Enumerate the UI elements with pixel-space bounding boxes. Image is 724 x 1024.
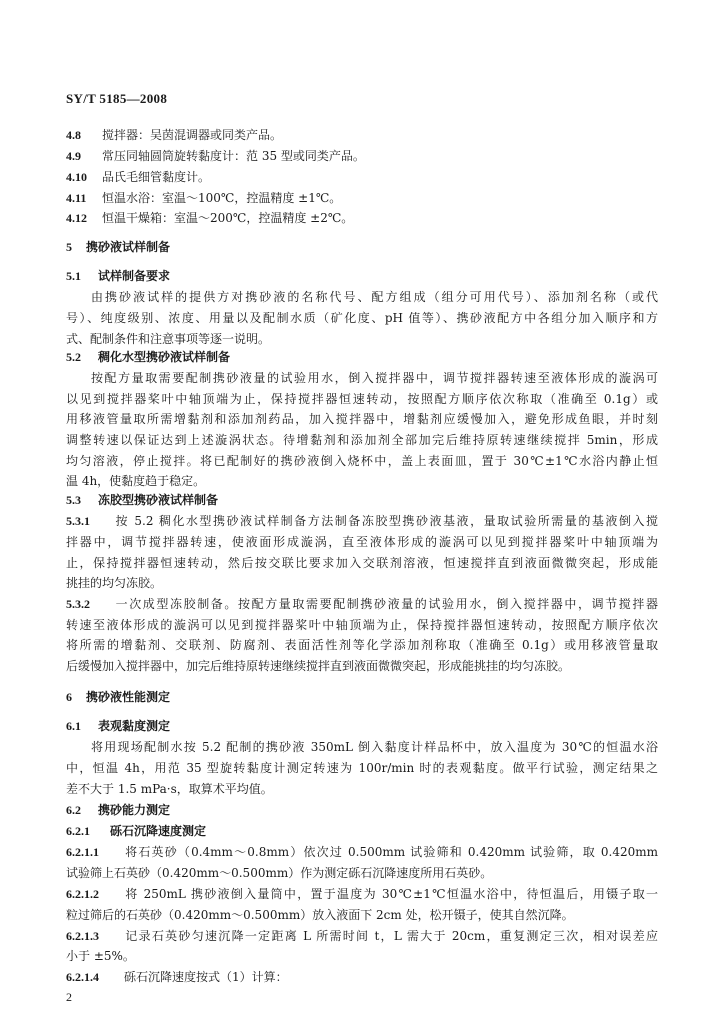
clause-text: 恒温水浴：室温～100℃，控温精度 ±1℃。 bbox=[102, 191, 342, 205]
clause-number: 6.2.1 bbox=[66, 824, 90, 838]
paragraph-line: 粒过筛后的石英砂（0.420mm～0.500mm）放入液面下 2cm 处，松开镊子，使其自然沉降。 bbox=[66, 908, 574, 922]
clause-5-1-heading bbox=[66, 269, 658, 283]
clause-number: 5.3.1 bbox=[66, 514, 90, 528]
paragraph-line: 温 4h，使黏度趋于稳定。 bbox=[66, 474, 206, 488]
paragraph-line: 差不大于 1.5 mPa·s，取算术平均值。 bbox=[66, 782, 273, 796]
section-title: 携砂液性能测定 bbox=[86, 690, 171, 704]
clause-6-2-1-3-line bbox=[66, 929, 658, 943]
paragraph-line: 转速至液体形成的漩涡可以见到搅拌器桨叶中轴顶端为止，保持搅拌器恒速转动，按照配方顺序依次 bbox=[66, 618, 658, 632]
paragraph-line: 式、配制条件和注意事项等逐一说明。 bbox=[66, 332, 271, 346]
clause-number: 6.2.1.1 bbox=[66, 845, 99, 859]
clause-text: 品氏毛细管黏度计。 bbox=[102, 170, 211, 184]
clause-number: 6.2 bbox=[66, 803, 81, 817]
clause-6-1-heading bbox=[66, 719, 658, 733]
clause-text: 搅拌器：吴茵混调器或同类产品。 bbox=[102, 128, 283, 142]
clause-title: 携砂能力测定 bbox=[98, 803, 171, 817]
paragraph-line: 将所需的增黏剂、交联剂、防腐剂、表面活性剂等化学添加剂称取（准确至 0.1g）或用移液管量取 bbox=[66, 638, 658, 652]
paragraph-text: 一次成型冻胶制备。按配方量取需要配制携砂液量的试验用水，倒入搅拌器中，调节搅拌器 bbox=[114, 597, 658, 611]
clause-number: 6.2.1.2 bbox=[66, 887, 99, 901]
clause-4-8 bbox=[66, 128, 658, 142]
clause-number: 6.2.1.4 bbox=[66, 970, 99, 984]
paragraph-text: 将 250mL 携砂液倒入量筒中，置于温度为 30℃±1℃恒温水浴中，待恒温后，用镊子取一 bbox=[124, 887, 658, 901]
clause-number: 6.2.1.3 bbox=[66, 929, 99, 943]
paragraph-line: 按配方量取需要配制携砂液量的试验用水，倒入搅拌器中，调节搅拌器转速至液体形成的漩涡可 bbox=[91, 371, 658, 385]
paragraph-line: 后缓慢加入搅拌器中，加完后维持原转速继续搅拌直到液面微微突起，形成能挑挂的均匀冻胶。 bbox=[66, 659, 571, 673]
clause-number: 4.11 bbox=[66, 191, 87, 205]
clause-number: 6.1 bbox=[66, 719, 81, 733]
paragraph-text: 砾石沉降速度按式（1）计算： bbox=[124, 970, 288, 984]
page-number: 2 bbox=[66, 990, 72, 1004]
clause-title: 冻胶型携砂液试样制备 bbox=[98, 493, 219, 507]
clause-6-2-1-1-line bbox=[66, 845, 658, 859]
clause-text: 恒温干燥箱：室温～200℃，控温精度 ±2℃。 bbox=[102, 211, 354, 225]
clause-5-3-1-line bbox=[66, 514, 658, 528]
section-number: 5 bbox=[66, 240, 72, 254]
clause-title: 试样制备要求 bbox=[98, 269, 171, 283]
clause-number: 4.10 bbox=[66, 170, 87, 184]
clause-number: 5.3 bbox=[66, 493, 81, 507]
clause-title: 砾石沉降速度测定 bbox=[110, 824, 207, 838]
section-6-heading bbox=[66, 690, 658, 704]
clause-6-2-heading bbox=[66, 803, 658, 817]
clause-number: 5.2 bbox=[66, 350, 81, 364]
clause-number: 4.8 bbox=[66, 128, 81, 142]
clause-5-3-2-line bbox=[66, 597, 658, 611]
paragraph-line: 拌器中，调节搅拌器转速，使液面形成漩涡，直至液体形成的漩涡可以见到搅拌器桨叶中轴顶端为 bbox=[66, 535, 658, 549]
clause-5-3-heading bbox=[66, 493, 658, 507]
paragraph-line: 挑挂的均匀冻胶。 bbox=[66, 576, 163, 590]
paragraph-line: 中，恒温 4h，用范 35 型旋转黏度计测定转速为 100r/min 时的表观黏度。做平行试验，测定结果之 bbox=[66, 761, 658, 775]
standard-code: SY/T 5185—2008 bbox=[66, 91, 168, 106]
clause-number: 4.9 bbox=[66, 149, 81, 163]
clause-5-2-heading bbox=[66, 350, 658, 364]
clause-4-11 bbox=[66, 191, 658, 205]
paragraph-line: 以见到搅拌器桨叶中轴顶端为止，保持搅拌器恒速转动，按照配方顺序依次称取（准确至 0.1g）或 bbox=[66, 392, 658, 406]
paragraph-text: 按 5.2 稠化水型携砂液试样制备方法制备冻胶型携砂液基液，量取试验所需量的基液倒入搅 bbox=[114, 514, 658, 528]
paragraph-line: 号）、纯度级别、浓度、用量以及配制水质（矿化度、pH 值等）、携砂液配方中各组分加入顺序和方 bbox=[66, 311, 658, 325]
clause-number: 5.3.2 bbox=[66, 597, 90, 611]
paragraph-line: 用移液管量取所需增黏剂和添加剂药品，加入搅拌器中，增黏剂应缓慢加入，避免形成鱼眼，并时刻 bbox=[66, 412, 658, 426]
clause-6-2-1-2-line bbox=[66, 887, 658, 901]
clause-4-12 bbox=[66, 211, 658, 225]
clause-6-2-1-4-line bbox=[66, 970, 658, 984]
clause-number: 5.1 bbox=[66, 269, 81, 283]
clause-title: 稠化水型携砂液试样制备 bbox=[98, 350, 231, 364]
clause-number: 4.12 bbox=[66, 211, 87, 225]
paragraph-text: 将石英砂（0.4mm～0.8mm）依次过 0.500mm 试验筛和 0.420mm 试验筛，取 0.420mm bbox=[124, 845, 658, 859]
clause-6-2-1-heading bbox=[66, 824, 658, 838]
clause-4-10 bbox=[66, 170, 658, 184]
paragraph-line: 试验筛上石英砂（0.420mm～0.500mm）作为测定砾石沉降速度所用石英砂。 bbox=[66, 866, 493, 880]
clause-text: 常压同轴圆筒旋转黏度计：范 35 型或同类产品。 bbox=[102, 149, 365, 163]
paragraph-line: 将用现场配制水按 5.2 配制的携砂液 350mL 倒入黏度计样品杯中，放入温度为 30℃的恒温水浴 bbox=[91, 740, 658, 754]
paragraph-line: 均匀溶液，停止搅拌。将已配制好的携砂液倒入烧杯中，盖上表面皿，置于 30℃±1℃水浴内静止恒 bbox=[66, 454, 658, 468]
section-title: 携砂液试样制备 bbox=[86, 240, 171, 254]
paragraph-line: 调整转速以保证达到上述漩涡状态。待增黏剂和添加剂全部加完后维持原转速继续搅拌 5min，形成 bbox=[66, 433, 658, 447]
clause-title: 表观黏度测定 bbox=[98, 719, 171, 733]
paragraph-line: 由携砂液试样的提供方对携砂液的名称代号、配方组成（组分可用代号）、添加剂名称（或代 bbox=[91, 290, 658, 304]
clause-4-9 bbox=[66, 149, 658, 163]
paragraph-text: 记录石英砂匀速沉降一定距离 L 所需时间 t，L 需大于 20cm，重复测定三次，相对误差应 bbox=[124, 929, 658, 943]
section-5-heading bbox=[66, 240, 658, 254]
section-number: 6 bbox=[66, 690, 72, 704]
paragraph-line: 止，保持搅拌器恒速转动，然后按交联比要求加入交联剂溶液，恒速搅拌直到液面微微突起，形成能 bbox=[66, 556, 658, 570]
paragraph-line: 小于 ±5%。 bbox=[66, 949, 135, 963]
